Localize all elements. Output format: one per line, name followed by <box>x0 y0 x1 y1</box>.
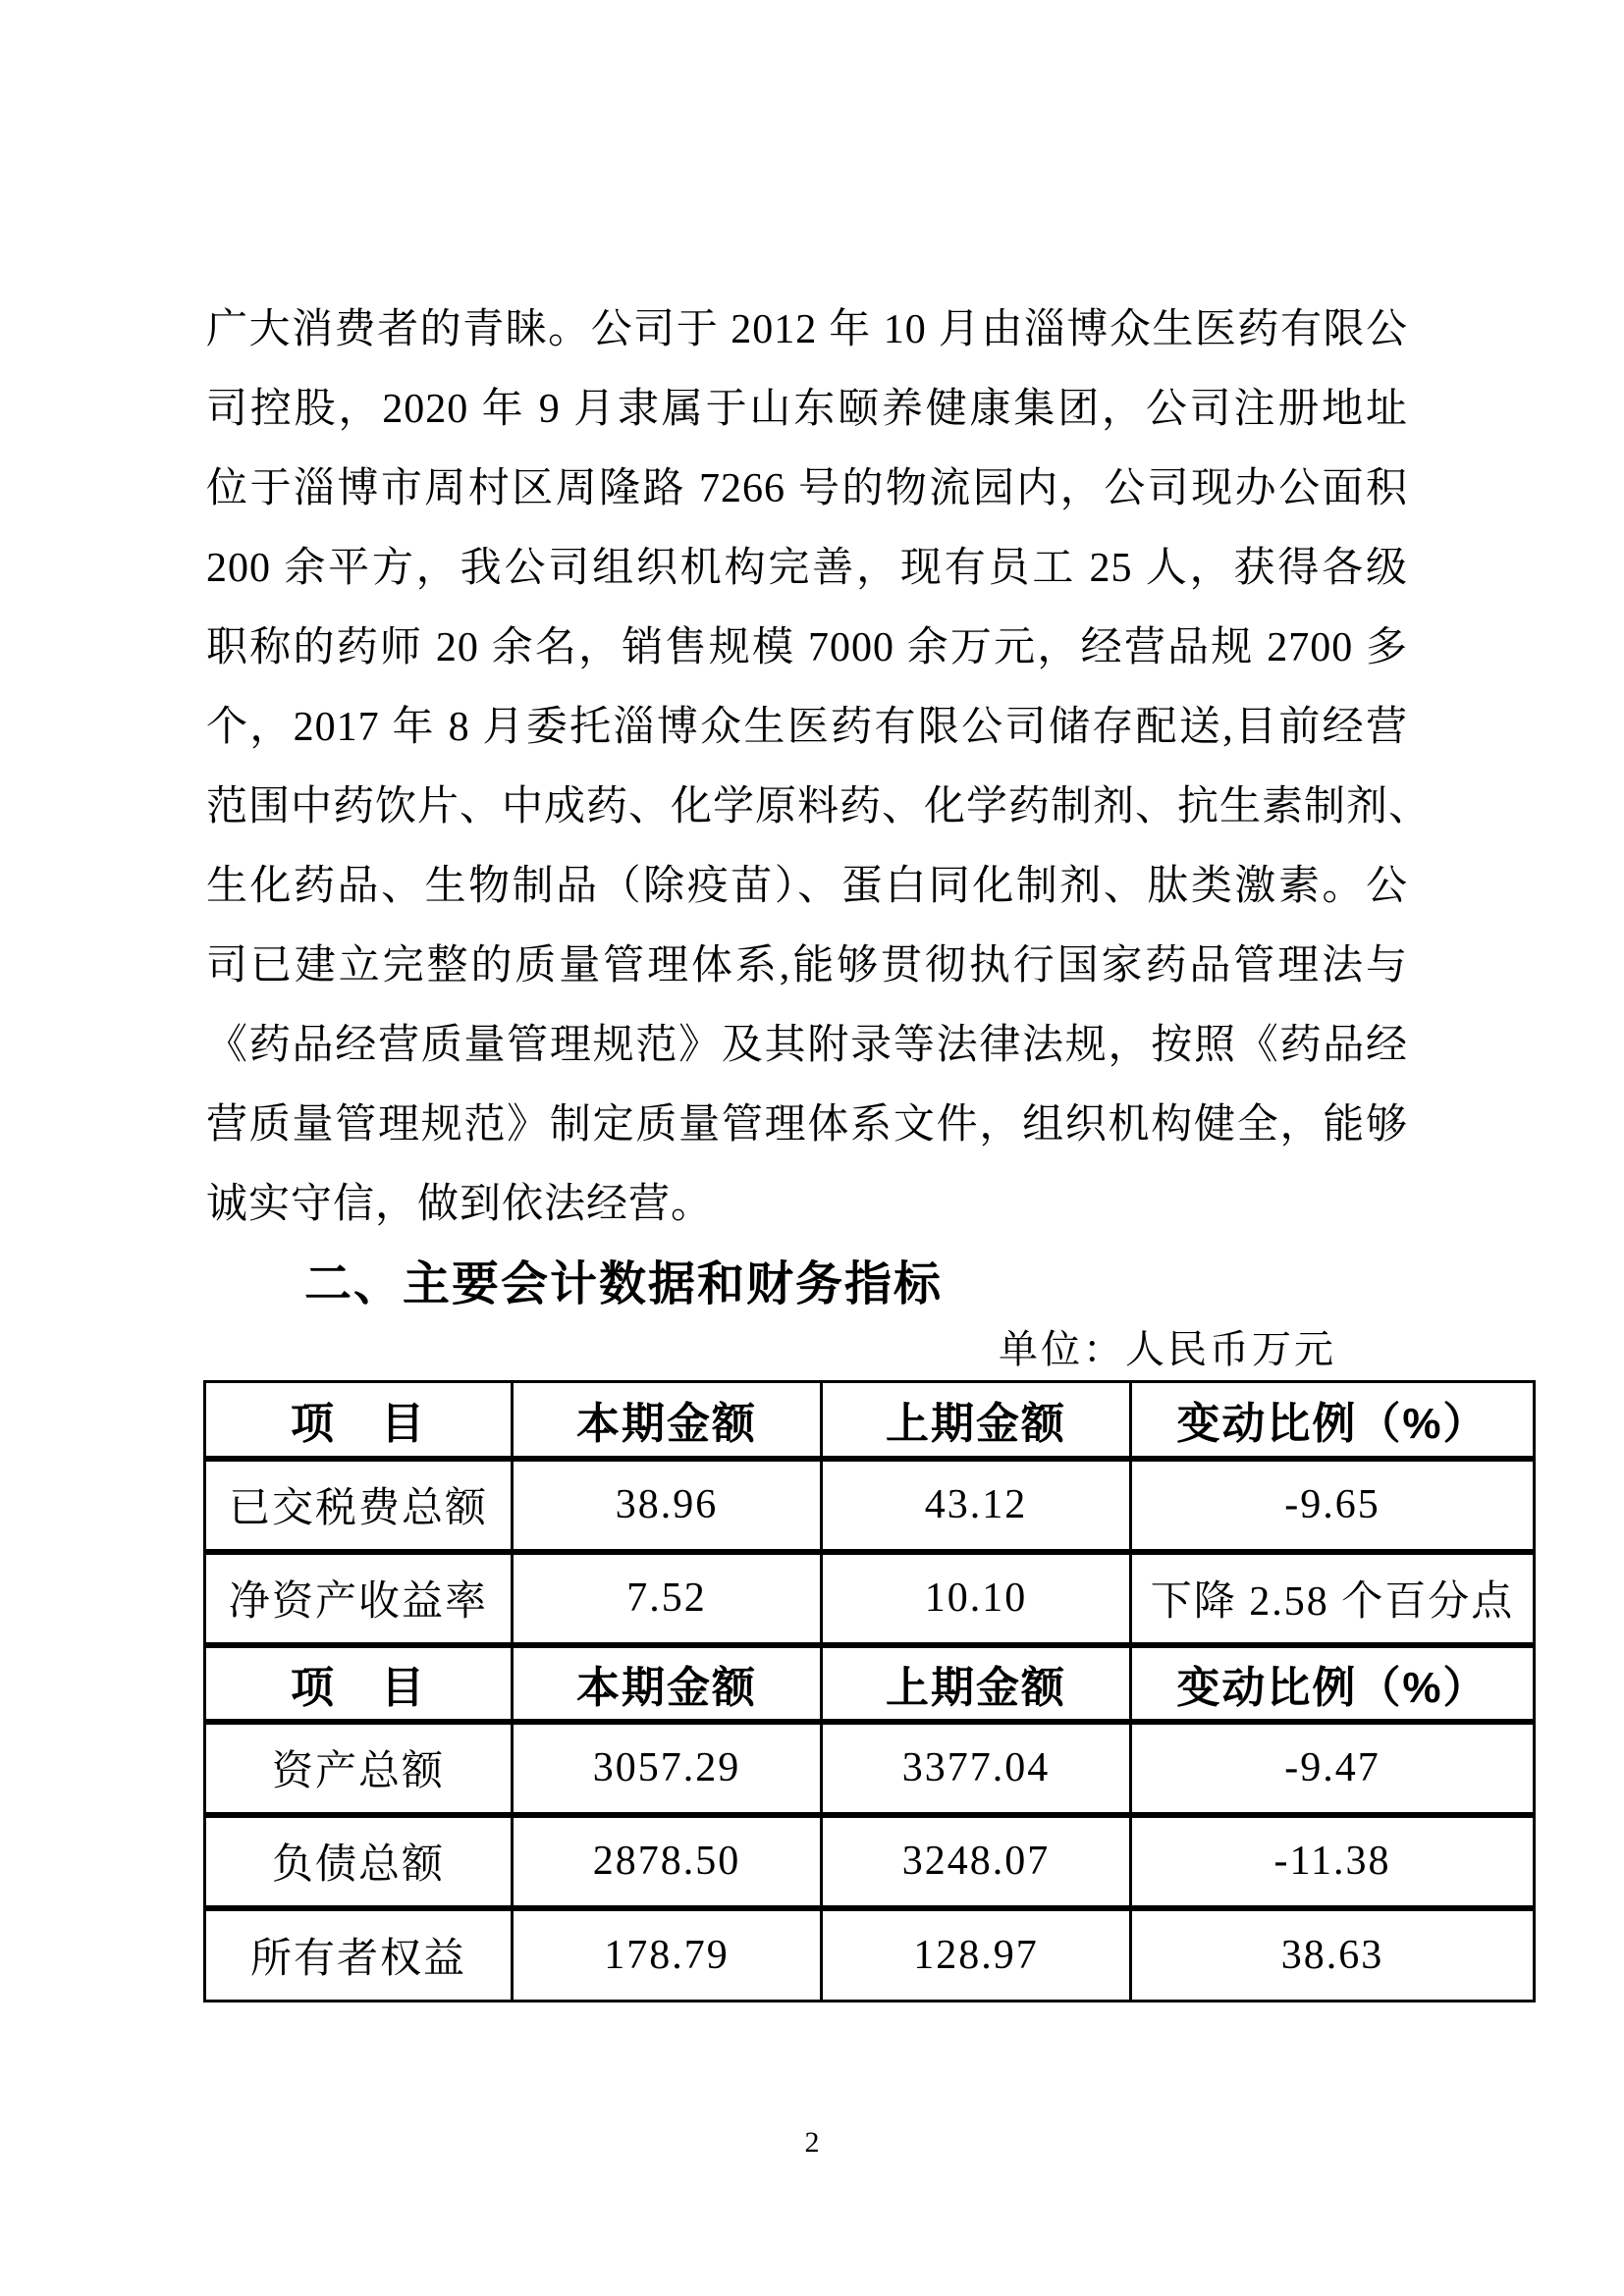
paragraph-line: 个，2017 年 8 月委托淄博众生医药有限公司储存配送,目前经营 <box>206 705 1408 750</box>
table-cell: 10.10 <box>822 1552 1131 1645</box>
table-header-cell: 变动比例（%） <box>1131 1645 1535 1722</box>
table-header-cell: 项 目 <box>205 1645 513 1722</box>
paragraph-line: 生化药品、生物制品（除疫苗）、蛋白同化制剂、肽类激素。公 <box>206 864 1408 909</box>
table-cell: 净资产收益率 <box>205 1552 513 1645</box>
table-unit-label: 单位：人民币万元 <box>999 1327 1336 1371</box>
table-cell: 7.52 <box>513 1552 822 1645</box>
table-header-row <box>205 1645 1535 1722</box>
table-cell: 3377.04 <box>822 1722 1131 1815</box>
table-row <box>205 1722 1535 1815</box>
table-header-cell: 上期金额 <box>822 1382 1131 1459</box>
table-row <box>205 1815 1535 1908</box>
paragraph-line: 位于淄博市周村区周隆路 7266 号的物流园内，公司现办公面积 <box>206 466 1408 511</box>
table-cell: 负债总额 <box>205 1815 513 1908</box>
table-cell: 已交税费总额 <box>205 1459 513 1552</box>
financial-table-section <box>203 1323 1533 2002</box>
table-header-cell: 项 目 <box>205 1382 513 1459</box>
company-intro-paragraph <box>206 291 1432 1324</box>
table-cell: 2878.50 <box>513 1815 822 1908</box>
table-cell: 资产总额 <box>205 1722 513 1815</box>
paragraph-line: 《药品经营质量管理规范》及其附录等法律法规，按照《药品经 <box>206 1023 1408 1068</box>
paragraph-line: 广大消费者的青睐。公司于 2012 年 10 月由淄博众生医药有限公 <box>206 307 1408 352</box>
table-cell: 128.97 <box>822 1908 1131 2002</box>
table-cell: 所有者权益 <box>205 1908 513 2002</box>
table-cell: 下降 2.58 个百分点 <box>1131 1552 1535 1645</box>
paragraph-line: 诚实守信，做到依法经营。 <box>206 1182 714 1227</box>
paragraph-line: 司已建立完整的质量管理体系,能够贯彻执行国家药品管理法与 <box>206 943 1408 988</box>
paragraph-line: 司控股，2020 年 9 月隶属于山东颐养健康集团，公司注册地址 <box>206 387 1408 432</box>
table-cell: -9.65 <box>1131 1459 1535 1552</box>
table-cell: 3057.29 <box>513 1722 822 1815</box>
table-header-cell: 上期金额 <box>822 1645 1131 1722</box>
table-header-row <box>205 1382 1535 1459</box>
paragraph-line: 职称的药师 20 余名，销售规模 7000 余万元，经营品规 2700 多 <box>206 625 1408 670</box>
table-cell: 38.63 <box>1131 1908 1535 2002</box>
table-row <box>205 1459 1535 1552</box>
table-cell: -9.47 <box>1131 1722 1535 1815</box>
table-header-cell: 变动比例（%） <box>1131 1382 1535 1459</box>
table-cell: -11.38 <box>1131 1815 1535 1908</box>
financial-indicators-table <box>203 1380 1536 2002</box>
table-cell: 38.96 <box>513 1459 822 1552</box>
paragraph-line: 范围中药饮片、中成药、化学原料药、化学药制剂、抗生素制剂、 <box>206 784 1432 829</box>
page-number: 2 <box>804 2126 820 2159</box>
table-row <box>205 1908 1535 2002</box>
paragraph-line: 200 余平方，我公司组织机构完善，现有员工 25 人，获得各级 <box>206 546 1408 591</box>
table-cell: 43.12 <box>822 1459 1131 1552</box>
table-header-cell: 本期金额 <box>513 1382 822 1459</box>
section-heading: 二、主要会计数据和财务指标 <box>304 1258 944 1310</box>
paragraph-line: 营质量管理规范》制定质量管理体系文件，组织机构健全，能够 <box>206 1102 1408 1148</box>
table-row <box>205 1552 1535 1645</box>
table-header-cell: 本期金额 <box>513 1645 822 1722</box>
table-cell: 3248.07 <box>822 1815 1131 1908</box>
table-cell: 178.79 <box>513 1908 822 2002</box>
